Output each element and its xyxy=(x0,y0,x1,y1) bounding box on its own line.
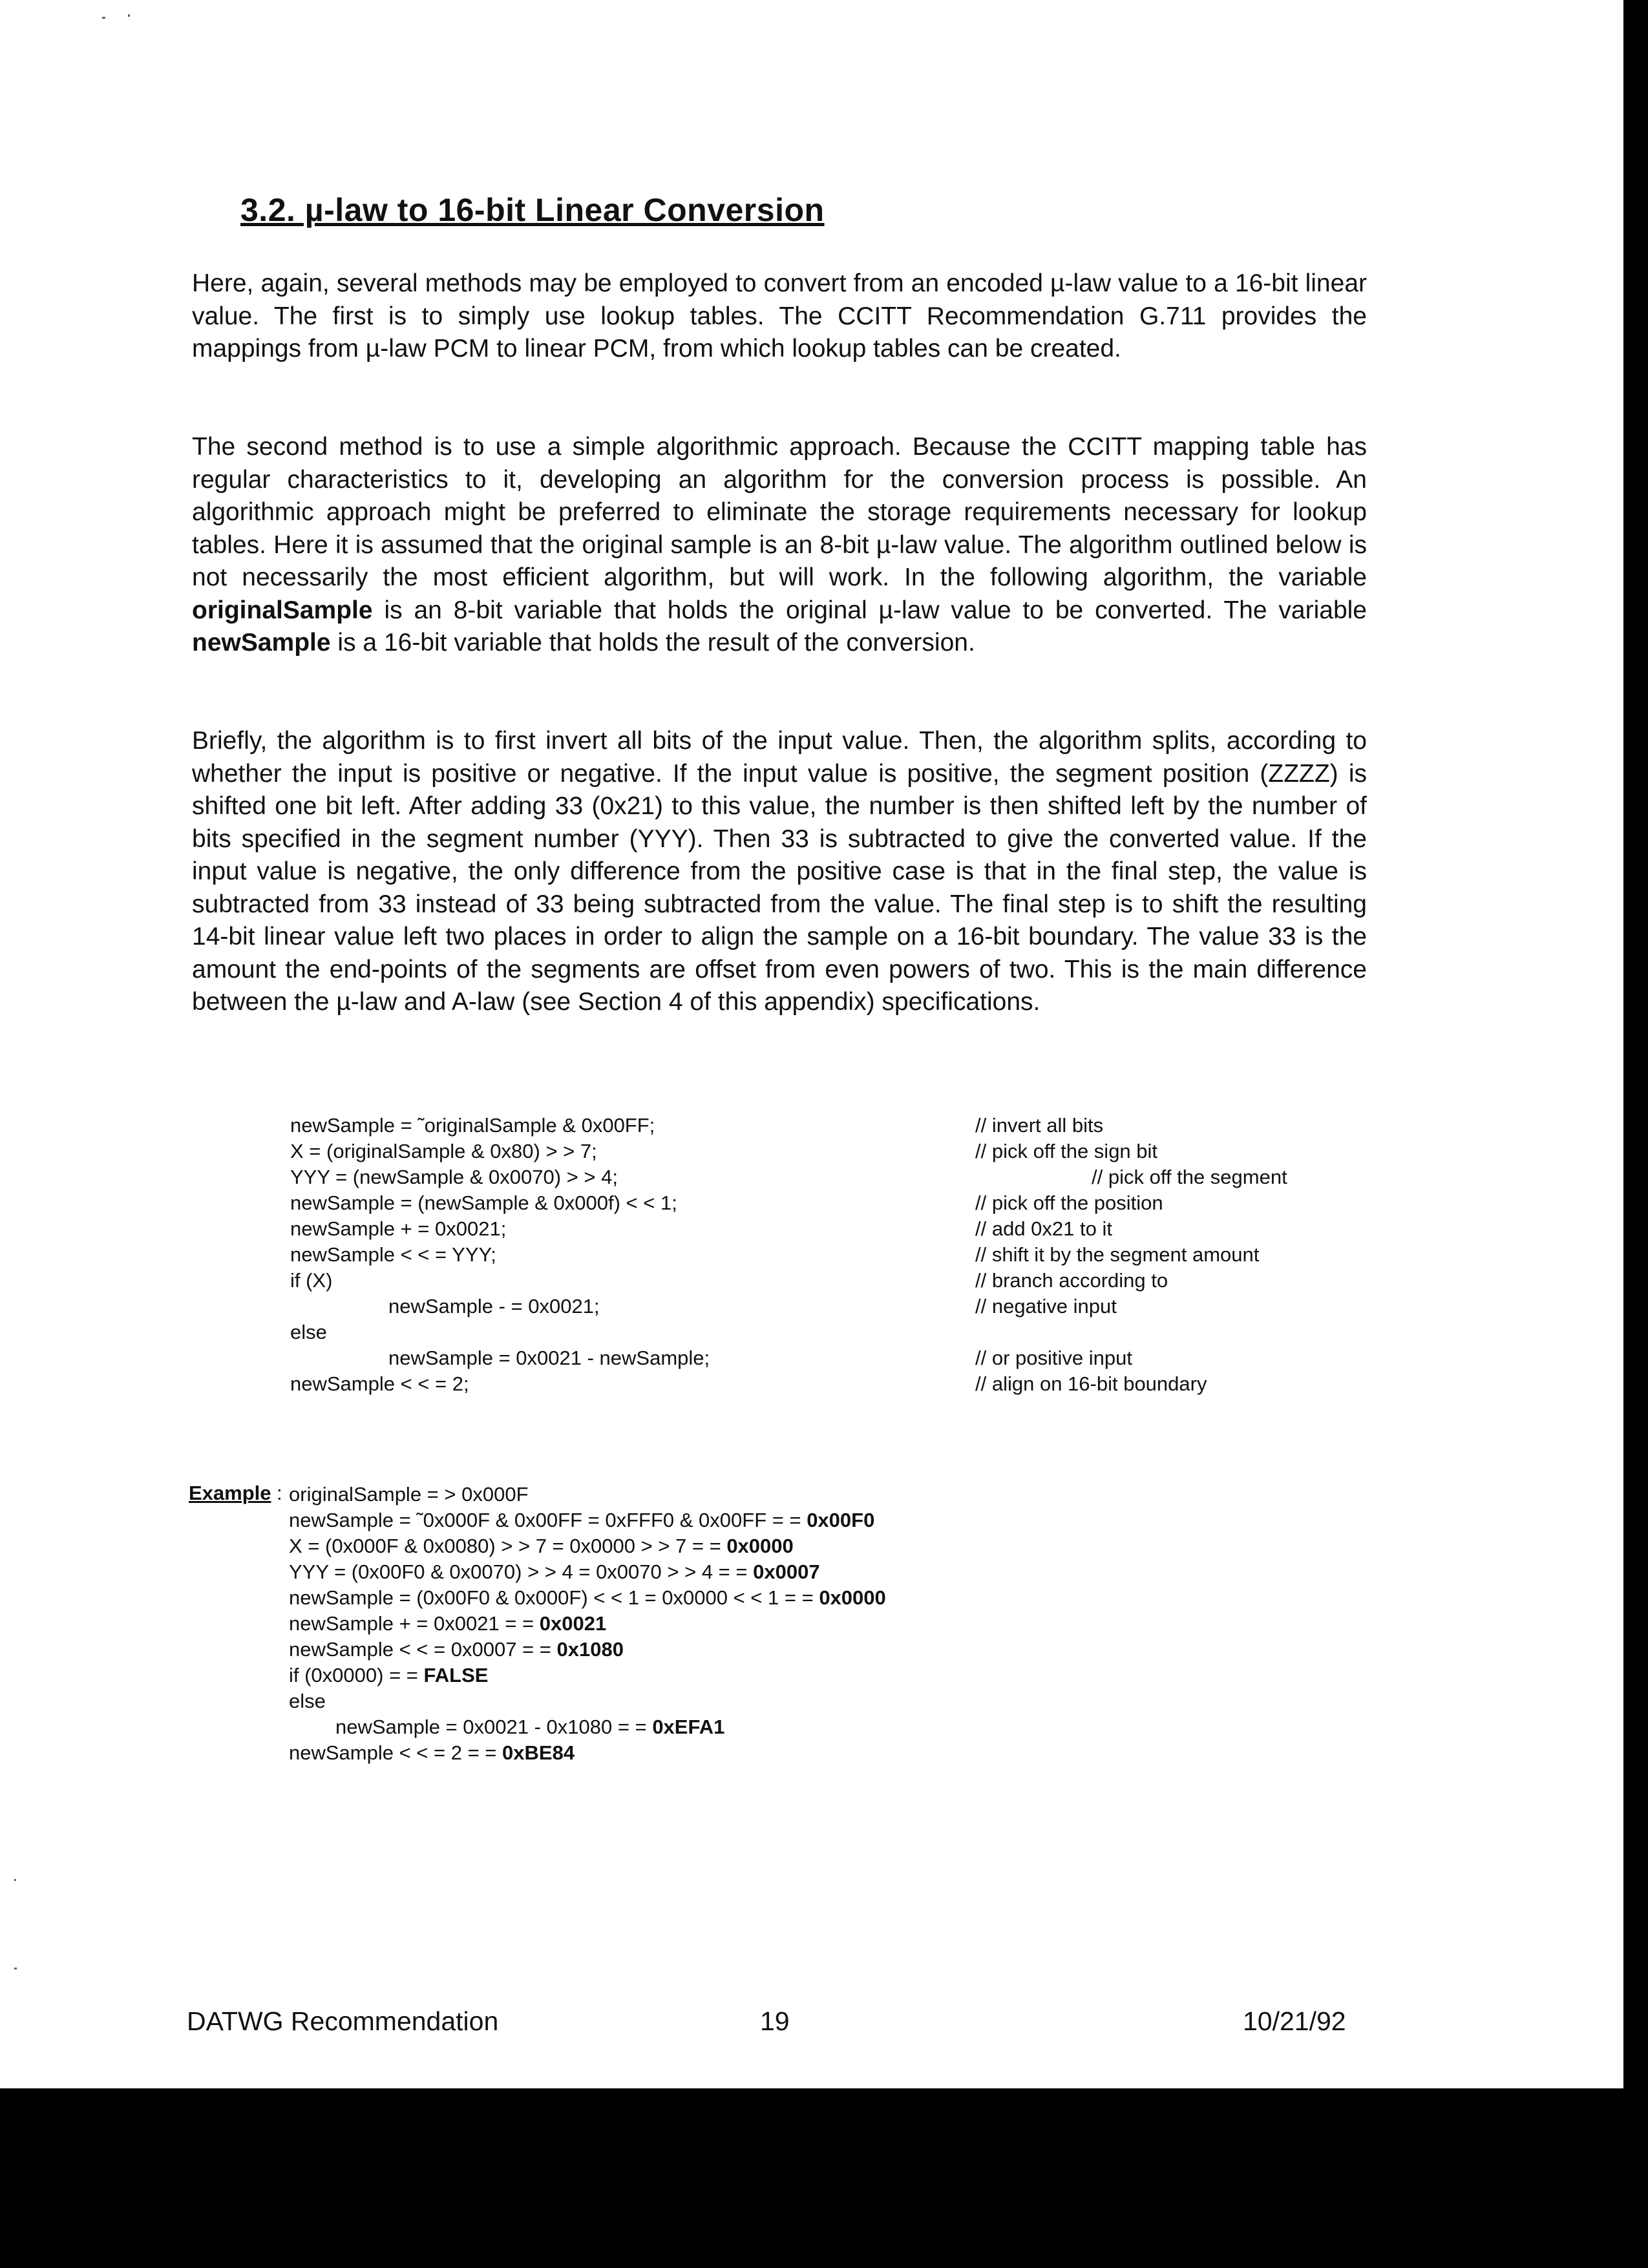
example-expression: newSample < < = 2 = = xyxy=(289,1741,503,1764)
scan-speck xyxy=(14,1968,17,1969)
example-label: Example xyxy=(189,1482,271,1504)
scan-speck xyxy=(128,14,130,17)
code-line: X = (originalSample & 0x80) > > 7; xyxy=(290,1140,597,1162)
example-expression: originalSample = > 0x000F xyxy=(289,1483,529,1506)
example-expression: else xyxy=(289,1690,326,1712)
footer-page-number: 19 xyxy=(760,2006,790,2036)
code-line: newSample = (newSample & 0x000f) < < 1; xyxy=(290,1192,677,1214)
example-colon: : xyxy=(277,1482,282,1504)
code-line: newSample < < = YYY; xyxy=(290,1243,496,1266)
example-expression: YYY = (0x00F0 & 0x0070) > > 4 = 0x0070 > > 4 = = xyxy=(289,1560,754,1583)
paragraph-algorithm-summary: Briefly, the algorithm is to first invert all bits of the input value. Then, the algorithm splits, according to whether the input is positive or negative. If the input value is positive, the segment position (ZZZZ) is shifted one bit left. After adding 33 (0x21) to this value, the number is then shifted left by the number of bits specified in the segment number (YYY). Then 33 is subtracted to give the converted value. If the input value is negative, the only difference from the positive case is that in the final step, the value is subtracted from 33 instead of 33 being subtracted from the value. The final step is to shift the resulting 14-bit linear value left two places in order to align the sample on a 16-bit boundary. The value 33 is the amount the end-points of the segments are offset from even powers of two. This is the main difference between the µ-law and A-law (see Section 4 of this appendix) specifications. xyxy=(192,727,1367,1016)
scan-edge-shadow xyxy=(1623,0,1648,2088)
paragraph-text: is an 8-bit variable that holds the original µ-law value to be converted. The variable xyxy=(372,596,1367,624)
example-result: 0x0021 xyxy=(539,1612,607,1635)
example-result: 0x00F0 xyxy=(807,1509,875,1531)
code-comment: // negative input xyxy=(975,1295,1117,1318)
example-line xyxy=(289,1663,488,1688)
example-line xyxy=(289,1688,326,1714)
example-result: FALSE xyxy=(423,1664,489,1686)
example-expression: newSample + = 0x0021 = = xyxy=(289,1612,540,1635)
code-line: newSample + = 0x0021; xyxy=(290,1217,507,1240)
paragraph-text: The second method is to use a simple algorithmic approach. Because the CCITT mapping table has regular characteristics to it, developing an algorithm for the conversion process is possible. An algorithmic approach might be preferred to eliminate the storage requirements necessary for lookup tables. Here it is assumed that the original sample is an 8-bit µ-law value. The algorithm outlined below is not necessarily the most efficient algorithm, but will work. In the following algorithm, the variable xyxy=(192,433,1367,591)
footer-date: 10/21/92 xyxy=(1243,2006,1346,2036)
example-line xyxy=(289,1740,575,1766)
code-comment: // add 0x21 to it xyxy=(975,1217,1112,1240)
example-line xyxy=(289,1585,886,1611)
variable-new-sample: newSample xyxy=(192,629,331,656)
example-line xyxy=(289,1533,794,1559)
example-result: 0xEFA1 xyxy=(652,1716,725,1738)
paragraph-algorithmic-approach xyxy=(192,431,1367,660)
example-result: 0x1080 xyxy=(556,1638,624,1661)
scan-speck xyxy=(102,17,105,19)
code-comment: // shift it by the segment amount xyxy=(975,1243,1260,1266)
example-line xyxy=(289,1559,820,1585)
paragraph-lookup-tables: Here, again, several methods may be employed to convert from an encoded µ-law value to a 16-bit linear value. The first is to simply use lookup tables. The CCITT Recommendation G.711 provides the mappings from µ-law PCM to linear PCM, from which lookup tables can be created. xyxy=(192,269,1367,362)
code-comment: // align on 16-bit boundary xyxy=(975,1372,1207,1395)
code-comment: // or positive input xyxy=(975,1347,1132,1369)
code-line: if (X) xyxy=(290,1269,333,1292)
code-comment: // pick off the sign bit xyxy=(975,1140,1158,1162)
code-line: newSample = 0x0021 - newSample; xyxy=(388,1347,710,1369)
example-expression: newSample < < = 0x0007 = = xyxy=(289,1638,557,1661)
footer-document-title: DATWG Recommendation xyxy=(187,2006,499,2036)
paragraph-text: is a 16-bit variable that holds the result of the conversion. xyxy=(330,629,975,656)
example-result: 0xBE84 xyxy=(502,1741,575,1764)
code-line: newSample - = 0x0021; xyxy=(388,1295,600,1318)
example-line xyxy=(289,1611,606,1637)
code-line: newSample = ˜originalSample & 0x00FF; xyxy=(290,1114,655,1137)
example-expression: newSample = 0x0021 - 0x1080 = = xyxy=(335,1716,653,1738)
example-expression: X = (0x000F & 0x0080) > > 7 = 0x0000 > > 7 = = xyxy=(289,1535,727,1557)
example-line xyxy=(289,1482,529,1507)
example-line xyxy=(335,1714,724,1740)
example-expression: newSample = ˜0x000F & 0x00FF = 0xFFF0 & 0x00FF = = xyxy=(289,1509,807,1531)
example-result: 0x0000 xyxy=(726,1535,794,1557)
code-line: YYY = (newSample & 0x0070) > > 4; xyxy=(290,1166,618,1188)
example-result: 0x0007 xyxy=(753,1560,820,1583)
example-line xyxy=(289,1637,624,1663)
example-line xyxy=(289,1507,874,1533)
code-comment: // pick off the position xyxy=(975,1192,1163,1214)
scan-bottom-band xyxy=(0,2088,1648,2268)
scan-speck xyxy=(14,1879,16,1881)
example-expression: if (0x0000) = = xyxy=(289,1664,424,1686)
code-line: else xyxy=(290,1321,327,1343)
code-comment: // invert all bits xyxy=(975,1114,1104,1137)
code-line: newSample < < = 2; xyxy=(290,1372,469,1395)
code-comment: // pick off the segment xyxy=(1092,1166,1287,1188)
example-result: 0x0000 xyxy=(819,1586,886,1609)
example-expression: newSample = (0x00F0 & 0x000F) < < 1 = 0x0000 < < 1 = = xyxy=(289,1586,819,1609)
section-title: 3.2. µ-law to 16-bit Linear Conversion xyxy=(240,192,825,228)
code-comment: // branch according to xyxy=(975,1269,1168,1292)
variable-original-sample: originalSample xyxy=(192,596,373,624)
